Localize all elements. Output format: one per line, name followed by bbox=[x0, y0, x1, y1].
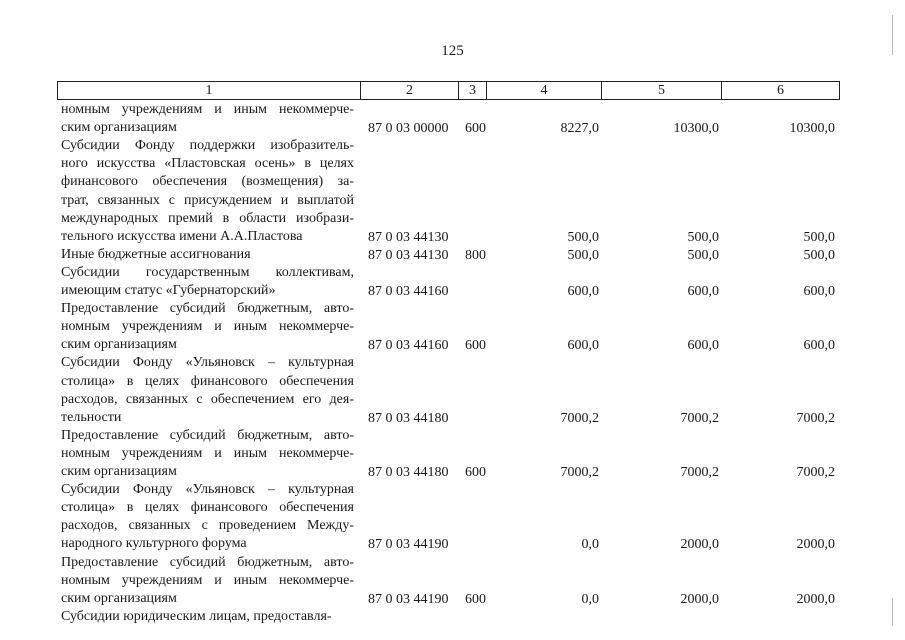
row-description-line: финансового обеспечения (возмещения) за- bbox=[61, 174, 354, 190]
row-value-col5: 500,0 bbox=[687, 229, 719, 245]
row-description-line: международных премий в области изобрази- bbox=[61, 210, 354, 226]
row-value-col6: 500,0 bbox=[803, 229, 835, 245]
row-description-line: столица» в целях финансового обеспечения bbox=[61, 500, 354, 516]
row-description-line: ским организациям bbox=[61, 337, 177, 353]
row-value-col6: 7000,2 bbox=[796, 465, 835, 480]
row-value-col5: 7000,2 bbox=[680, 410, 719, 426]
row-description-line: Субсидии Фонду поддержки изобразитель- bbox=[61, 138, 354, 154]
row-description-line: Субсидии Фонду «Ульяновск – культурная bbox=[61, 482, 354, 498]
row-value-col5: 500,0 bbox=[687, 247, 719, 263]
row-description-line: имеющим статус «Губернаторский» bbox=[61, 283, 276, 298]
row-description-line: номным учреждениям и иным некоммерче- bbox=[61, 319, 354, 335]
row-code: 87 0 03 44190 bbox=[368, 591, 449, 607]
row-value-col4: 7000,2 bbox=[560, 465, 599, 480]
row-code: 87 0 03 44180 bbox=[368, 465, 449, 480]
row-description-line: тельного искусства имени А.А.Пластова bbox=[61, 228, 303, 244]
row-description-line: народного культурного форума bbox=[61, 536, 247, 552]
page-number: 125 bbox=[441, 43, 464, 59]
table-header bbox=[57, 81, 840, 100]
row-code: 87 0 03 44180 bbox=[368, 410, 449, 426]
column-header-5: 5 bbox=[602, 81, 722, 100]
row-expense-type: 600 bbox=[465, 121, 486, 137]
row-code: 87 0 03 44130 bbox=[368, 247, 449, 263]
row-description-line: Субсидии юридическим лицам, предоставля- bbox=[61, 608, 332, 624]
row-value-col4: 7000,2 bbox=[560, 410, 599, 426]
row-description-line: трат, связанных с присуждением и выплатой bbox=[61, 192, 354, 208]
row-code: 87 0 03 00000 bbox=[368, 121, 449, 137]
row-expense-type: 600 bbox=[465, 465, 486, 480]
column-header-2: 2 bbox=[361, 81, 459, 100]
row-value-col5: 2000,0 bbox=[680, 591, 719, 607]
row-value-col5: 2000,0 bbox=[680, 537, 719, 553]
row-code: 87 0 03 44190 bbox=[368, 537, 449, 553]
scan-margin-mark bbox=[892, 598, 893, 626]
row-description-line: столица» в целях финансового обеспечения bbox=[61, 373, 354, 389]
column-header-4: 4 bbox=[487, 81, 602, 100]
row-description-line: ским организациям bbox=[61, 464, 177, 479]
row-description-line: Предоставление субсидий бюджетным, авто- bbox=[61, 301, 354, 317]
row-value-col4: 600,0 bbox=[567, 284, 599, 299]
row-description-line: Субсидии государственным коллективам, bbox=[61, 264, 354, 280]
scan-margin-mark bbox=[892, 15, 893, 55]
row-value-col6: 2000,0 bbox=[796, 591, 835, 607]
row-description-line: расходов, связанных с проведением Между- bbox=[61, 518, 354, 534]
row-value-col4: 0,0 bbox=[581, 537, 599, 553]
row-code: 87 0 03 44130 bbox=[368, 229, 449, 245]
row-value-col6: 2000,0 bbox=[796, 537, 835, 553]
row-code: 87 0 03 44160 bbox=[368, 284, 449, 299]
row-description-line: тельности bbox=[61, 409, 122, 425]
column-header-3: 3 bbox=[459, 81, 487, 100]
row-value-col6: 600,0 bbox=[803, 338, 835, 354]
row-description-line: ного искусства «Пластовская осень» в целях bbox=[61, 156, 354, 172]
row-value-col4: 500,0 bbox=[567, 229, 599, 245]
row-value-col6: 10300,0 bbox=[789, 121, 835, 137]
row-description-line: ским организациям bbox=[61, 590, 177, 606]
row-value-col5: 10300,0 bbox=[673, 121, 719, 137]
row-description-line: Предоставление субсидий бюджетным, авто- bbox=[61, 554, 354, 570]
row-value-col6: 600,0 bbox=[803, 284, 835, 299]
row-code: 87 0 03 44160 bbox=[368, 338, 449, 354]
row-description-line: Предоставление субсидий бюджетным, авто- bbox=[61, 427, 354, 443]
row-expense-type: 600 bbox=[465, 591, 486, 607]
row-value-col4: 8227,0 bbox=[560, 121, 599, 137]
row-description-line: номным учреждениям и иным некоммерче- bbox=[61, 445, 354, 461]
row-expense-type: 600 bbox=[465, 338, 486, 354]
row-description-line: Субсидии Фонду «Ульяновск – культурная bbox=[61, 355, 354, 371]
row-value-col6: 7000,2 bbox=[796, 410, 835, 426]
row-description-line: Иные бюджетные ассигнования bbox=[61, 246, 251, 262]
column-header-6: 6 bbox=[722, 81, 840, 100]
row-value-col5: 600,0 bbox=[687, 284, 719, 299]
row-value-col4: 500,0 bbox=[567, 247, 599, 263]
column-header-1: 1 bbox=[57, 81, 361, 100]
row-expense-type: 800 bbox=[465, 247, 486, 263]
row-description-line: номным учреждениям и иным некоммерче- bbox=[61, 572, 354, 588]
row-value-col5: 7000,2 bbox=[680, 465, 719, 480]
row-value-col4: 0,0 bbox=[581, 591, 599, 607]
row-description-line: номным учреждениям и иным некоммерче- bbox=[61, 102, 354, 117]
row-value-col4: 600,0 bbox=[567, 338, 599, 354]
row-value-col6: 500,0 bbox=[803, 247, 835, 263]
row-description-line: расходов, связанных с обеспечением его дея- bbox=[61, 391, 354, 407]
row-value-col5: 600,0 bbox=[687, 338, 719, 354]
row-description-line: ским организациям bbox=[61, 120, 177, 136]
